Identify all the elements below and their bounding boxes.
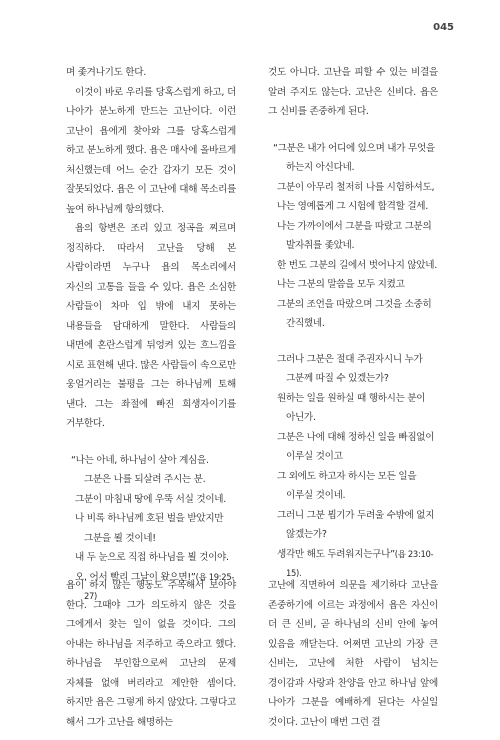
left-column-bottom (66, 576, 236, 732)
verse-text: 오, 어서 빨리 그날이 왔으면!” (75, 571, 196, 583)
left-paragraph-3: 욥의 항변은 조리 있고 정곡을 찌르며 정직하다. 따라서 고난을 당해 본 사람이라면 누구나 욥의 목소리에서 자신의 고통을 들을 수 있다. 욥은 소심한 사람들이 차마 입 밖에 내지 못하는 내용들을 담대하게 말한다. 사람들의 내면에 혼란스럽게 뒤엉켜 있는 흐느낌을 시로 표현해 낸다. 많은 사람들이 속으로만 웅얼거리는 불평을 그는 하나님께 토해 낸다. 그는 좌절에 빠진 희생자이기를 거부한다. (66, 223, 236, 429)
verse-line: 그분의 조언을 따랐으며 그것을 소중히 간직했네. (277, 298, 432, 329)
verse-line: 그 외에도 하고자 하시는 모든 일을 이루실 것이네. (277, 470, 417, 501)
right-paragraph-bottom: 고난에 직면하여 의문을 제기하다 고난을 존중하기에 이르는 과정에서 욥은 자신이 더 큰 신비, 곧 하나님의 신비 안에 놓여 있음을 깨닫는다. 어쩌면 고난의 가장 큰 신비는, 고난에 처한 사람이 넘치는 경이감과 사랑과 찬양을 안고 하나님 앞에 나아가 그분을 예배하게 된다는 사실일 것이다. 고난이 매번 그런 결 (268, 580, 438, 728)
verse-line: 그분이 마침내 땅에 우뚝 서실 것이네. (75, 493, 227, 505)
left-paragraph-bottom: 욥이 하지 않는 행동도 주목해서 보아야 한다. 그때야 그가 의도하지 않은 것을 그에게서 찾는 일이 없을 것이다. 그의 아내는 하나님을 저주하고 죽으라고 했다. 하나님을 부인함으로써 고난의 문제 자체를 없애 버리라고 제안한 셈이다. 하지만 욥은 그렇게 하지 않았다. 그렇다고 해서 그가 고난을 해명하는 (66, 580, 236, 728)
left-column (66, 63, 236, 607)
left-paragraph-2: 이것이 바로 우리를 당혹스럽게 하고, 더 나아가 분노하게 만드는 고난이다. 이런 고난이 욥에게 찾아와 그를 당혹스럽게 하고 분노하게 했다. 욥은 매사에 올바르게 처신했는데 어느 순간 갑자기 모든 것이 잘못되었다. 욥은 이 고난에 대해 목소리를 높여 하나님께 항의했다. (66, 86, 236, 215)
verse-line: 그러나 그분은 절대 주권자시니 누가 그분께 따질 수 있겠는가? (277, 353, 423, 384)
verse-line: “그분은 내가 어디에 있으며 내가 무엇을 하는지 아신다네. (273, 142, 435, 173)
verse-line: 내 두 눈으로 직접 하나님을 뵐 것이야. (75, 552, 229, 563)
page-number: 045 (433, 22, 454, 33)
verse-reference: (욥 23:10-15). (286, 548, 434, 578)
right-verse-block (268, 139, 438, 584)
verse-line: 원하는 일을 원하실 때 행하시는 분이 아닌가. (277, 392, 426, 423)
right-column (268, 63, 438, 584)
verse-line: 나는 그분의 말씀을 모두 지켰고 (277, 279, 405, 290)
right-paragraph-1: 것도 아니다. 고난을 피할 수 있는 비결을 알려 주지도 않는다. 고난은 신비다. 욥은 그 신비를 존중하게 된다. (268, 67, 438, 117)
stanza-gap (268, 334, 438, 350)
verse-line: 한 번도 그분의 길에서 벗어나지 않았네. (277, 259, 437, 271)
verse-reference: (욥 19:25-27) (84, 571, 235, 601)
verse-line: 그분이 아무리 철저히 나를 시험하셔도, (277, 181, 435, 193)
verse-line: 나 비록 하나님께 호된 벌을 받았지만 그분을 뵐 것이네! (75, 513, 224, 544)
left-paragraph-1: 며 좇겨나기도 한다. (66, 67, 146, 78)
verse-text: 생각만 해도 두려워지는구나” (277, 548, 395, 560)
verse-line: 그러니 그분 뵙기가 두려울 수밖에 없지 않겠는가? (277, 509, 435, 540)
verse-line: 나는 영예롭게 그 시험에 합격할 걸세. (277, 201, 429, 212)
verse-line: “나는 아네, 하나님이 살아 계심을. 그분은 나를 되살려 주시는 분. (71, 454, 209, 485)
verse-line: 나는 가까이에서 그분을 따랐고 그분의 발자취를 좇았네. (277, 220, 432, 251)
verse-line: 그분은 나에 대해 정하신 일을 빠짐없이 이루실 것이고 (277, 431, 435, 462)
right-column-bottom (268, 576, 438, 732)
